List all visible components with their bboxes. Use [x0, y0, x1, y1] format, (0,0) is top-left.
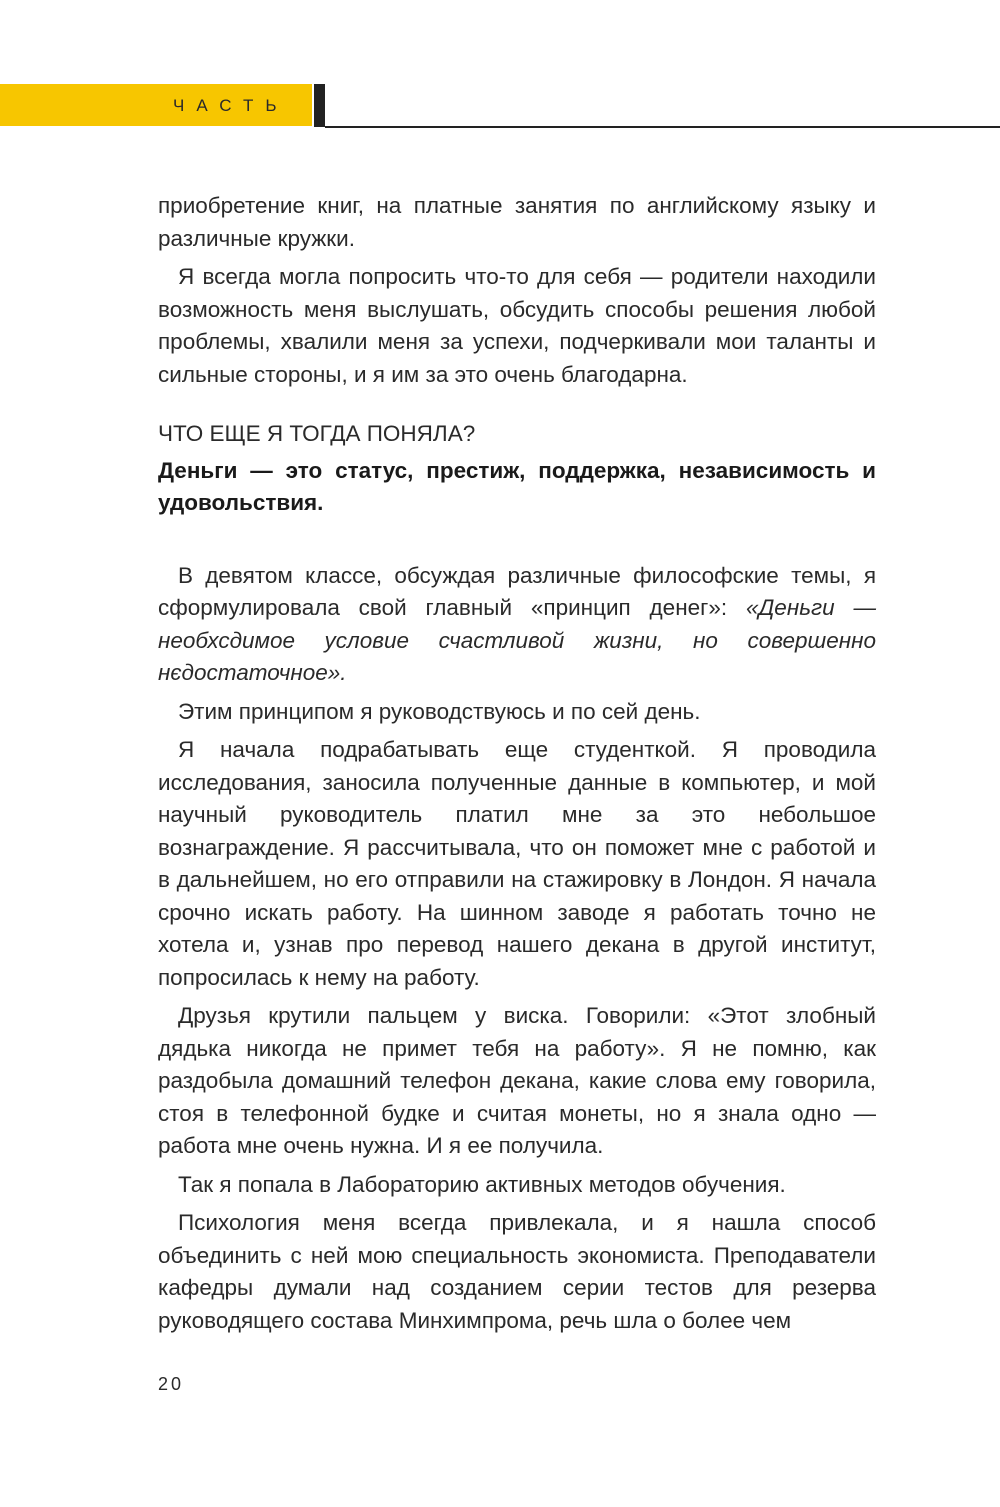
paragraph: Я начала подрабатывать еще студенткой. Я проводила исследования, заносила полученные данные в компьютер, и мой научный руководитель платил мне за это небольшое вознаграждение. Я рассчитывала, что он поможет мне с работой и в дальнейшем, но его отправили на стажировку в Лондон. Я начала срочно искать работу. На шинном заводе я работать точно не хотела и, узнав про перевод нашего декана в другой институт, попросилась к нему на работу. [158, 737, 876, 990]
page-body [158, 190, 876, 1337]
header-rule [325, 126, 1000, 128]
paragraph: приобретение книг, на платные занятия по английскому языку и различные кружки. [158, 193, 876, 251]
paragraph: Так я попала в Лабораторию активных методов обучения. [178, 1171, 786, 1197]
quote-text: «Деньги — необхсдимое условие счастливой жизни, но совершенно нєдостаточное». [158, 595, 876, 685]
paragraph-text: В девятом классе, обсуждая различные философские темы, я сформулировала свой главный «принцип денег»: [158, 562, 876, 620]
section-question: ЧТО ЕЩЕ Я ТОГДА ПОНЯЛА? [158, 421, 476, 446]
section-answer: Деньги — это статус, престиж, поддержка, независимость и удовольствия. [158, 457, 876, 515]
paragraph: Психология меня всегда привлекала, и я нашла способ объединить с ней мою специальность экономиста. Преподаватели кафедры думали над созданием серии тестов для резерва руководящего состава Минхимпрома, речь шла о более чем [158, 1210, 876, 1333]
part-label: ЧАСТЬ [173, 96, 289, 115]
paragraph: Друзья крутили пальцем у виска. Говорили: «Этот злобный дядька никогда не примет тебя на работу». Я не помню, как раздобыла домашний телефон декана, какие слова ему говорила, стоя в телефонной будке и считая монеты, но я знала одно — работа мне очень нужна. И я ее получила. [158, 1003, 876, 1158]
page-number: 20 [158, 1374, 185, 1394]
paragraph [158, 560, 876, 690]
paragraph: Этим принципом я руководствуюсь и по сей день. [178, 698, 701, 724]
paragraph: Я всегда могла попросить что-то для себя — родители находили возможность меня выслушать, обсудить способы решения любой проблемы, хвалили меня за успехи, подчеркивали мои таланты и сильные стороны, и я им за это очень благодарна. [158, 264, 876, 387]
header-mark [314, 84, 325, 127]
